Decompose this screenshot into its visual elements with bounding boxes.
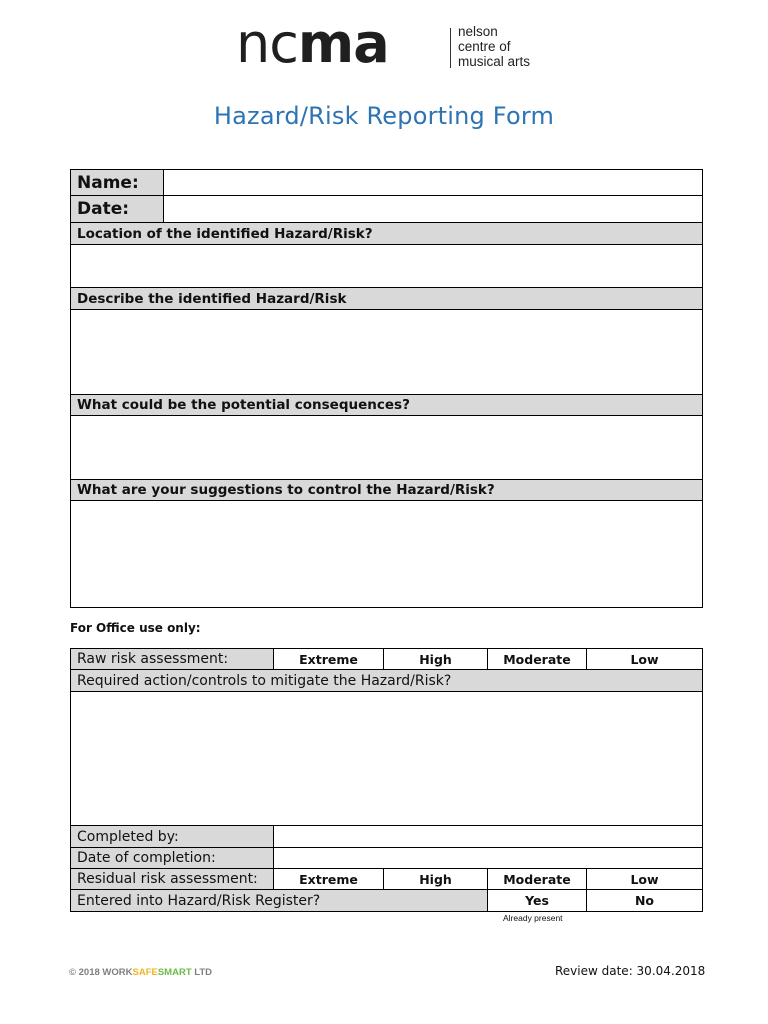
office-use-heading: For Office use only:	[70, 621, 201, 635]
logo-subtitle-line-3: musical arts	[458, 54, 531, 69]
raw-risk-moderate[interactable]: Moderate	[487, 648, 587, 670]
logo-divider	[450, 28, 451, 68]
date-completion-label: Date of completion:	[70, 847, 274, 869]
name-label: Name:	[70, 169, 164, 196]
describe-field[interactable]	[70, 309, 703, 395]
date-completion-field[interactable]	[273, 847, 703, 869]
required-action-field[interactable]	[70, 691, 703, 826]
copyright-smart: SMART	[157, 967, 192, 978]
residual-risk-high[interactable]: High	[383, 868, 488, 890]
register-yes[interactable]: Yes	[487, 889, 587, 912]
location-field[interactable]	[70, 244, 703, 288]
review-date: Review date: 30.04.2018	[555, 964, 706, 978]
logo-wordmark-bold: ma	[297, 12, 389, 75]
completed-by-label: Completed by:	[70, 825, 274, 848]
logo-subtitle-line-1: nelson	[458, 24, 498, 39]
form-title: Hazard/Risk Reporting Form	[213, 102, 555, 130]
name-field[interactable]	[163, 169, 703, 196]
describe-label: Describe the identified Hazard/Risk	[70, 287, 703, 310]
raw-risk-high[interactable]: High	[383, 648, 488, 670]
logo-subtitle	[458, 24, 530, 69]
copyright-suffix: LTD	[191, 967, 213, 978]
residual-risk-label: Residual risk assessment:	[70, 868, 274, 890]
residual-risk-extreme[interactable]: Extreme	[273, 868, 384, 890]
raw-risk-extreme[interactable]: Extreme	[273, 648, 384, 670]
consequences-field[interactable]	[70, 415, 703, 480]
suggestions-field[interactable]	[70, 500, 703, 608]
consequences-label: What could be the potential consequences?	[70, 394, 703, 416]
completed-by-field[interactable]	[273, 825, 703, 848]
already-present-note: Already present	[503, 913, 563, 923]
residual-risk-moderate[interactable]: Moderate	[487, 868, 587, 890]
logo-wordmark	[236, 12, 389, 76]
date-label: Date:	[70, 195, 164, 223]
date-field[interactable]	[163, 195, 703, 223]
copyright-prefix: © 2018 WORK	[69, 967, 133, 978]
register-no[interactable]: No	[586, 889, 703, 912]
required-action-label: Required action/controls to mitigate the Hazard/Risk?	[70, 669, 703, 692]
residual-risk-low[interactable]: Low	[586, 868, 703, 890]
register-label: Entered into Hazard/Risk Register?	[70, 889, 488, 912]
raw-risk-low[interactable]: Low	[586, 648, 703, 670]
location-label: Location of the identified Hazard/Risk?	[70, 222, 703, 245]
raw-risk-label: Raw risk assessment:	[70, 648, 274, 670]
suggestions-label: What are your suggestions to control the Hazard/Risk?	[70, 479, 703, 501]
footer-copyright	[69, 967, 212, 978]
logo-wordmark-light: nc	[236, 12, 298, 75]
logo-subtitle-line-2: centre of	[458, 39, 511, 54]
copyright-safe: SAFE	[132, 967, 158, 978]
